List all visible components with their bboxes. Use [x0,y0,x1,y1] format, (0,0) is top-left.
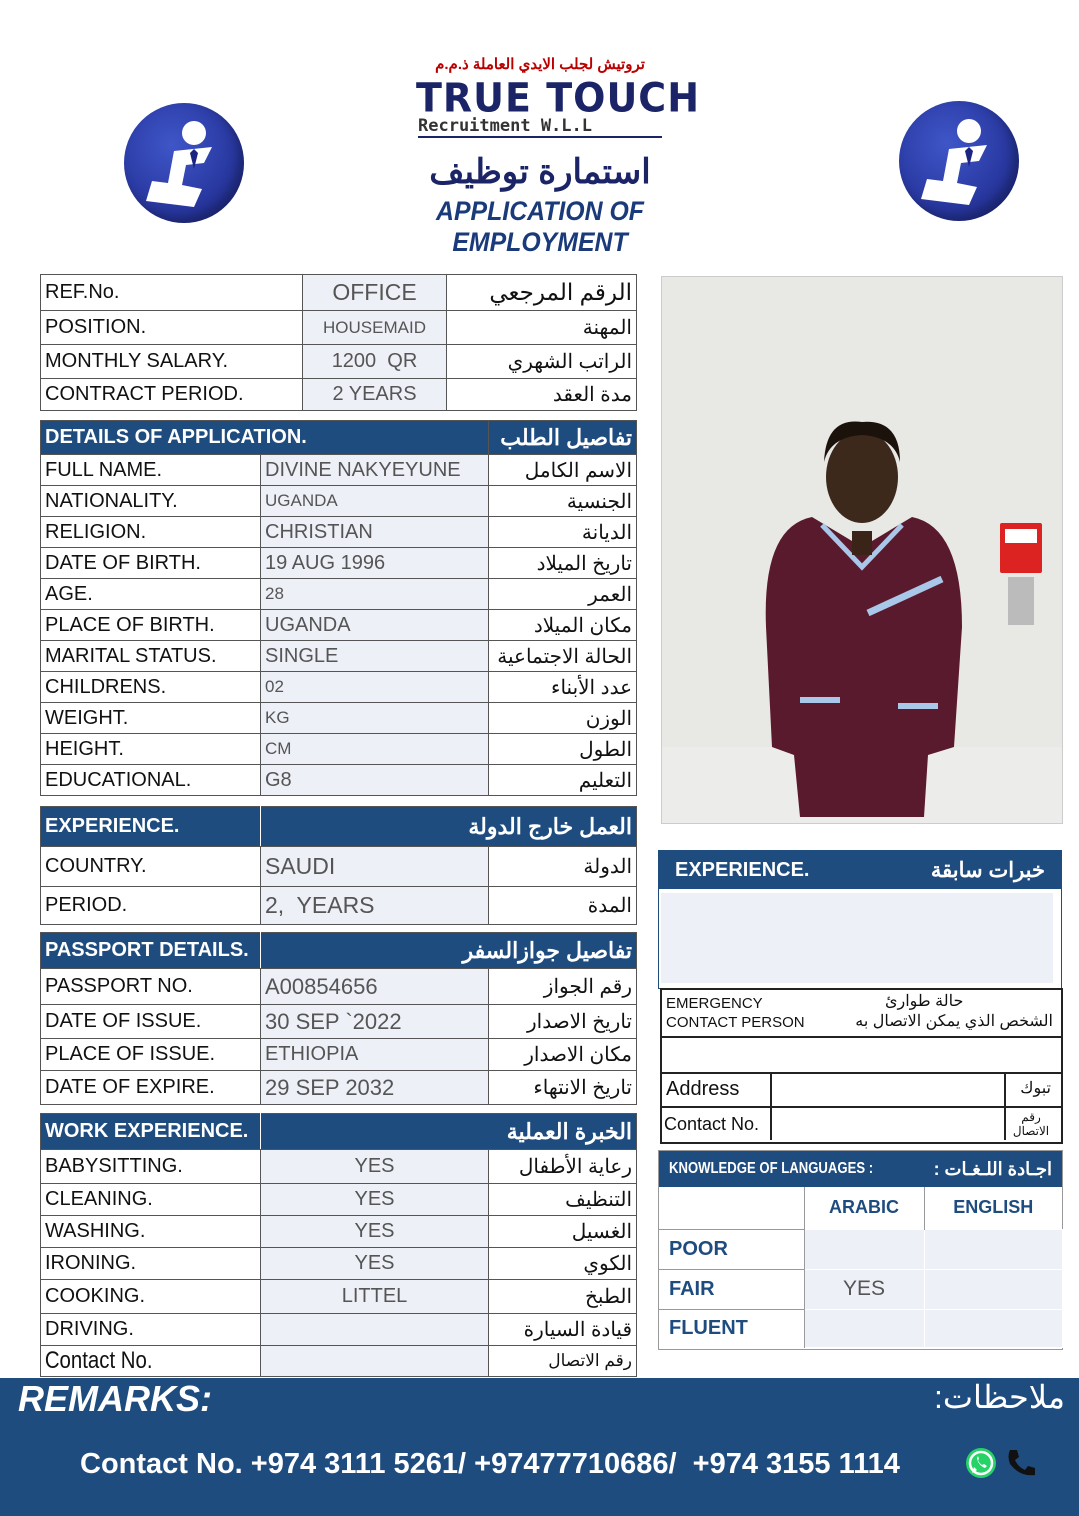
form-title-english: APPLICATION OF EMPLOYMENT [436,196,644,257]
table-row [41,379,637,411]
field-value: YES [261,1216,489,1248]
prev-experience-area [661,893,1053,983]
field-label: DATE OF EXPIRE. [41,1071,261,1105]
company-logo-left [124,103,244,223]
table-row [41,1071,637,1105]
field-label: PASSPORT NO. [41,969,261,1005]
experience-header: EXPERIENCE. [41,807,261,847]
table-row [41,311,637,345]
languages-header: KNOWLEDGE OF LANGUAGES : [669,1160,874,1177]
table-row [41,765,637,796]
languages-header-ar: اجـادة اللـغـات : [933,1158,1052,1179]
details-header-ar: تفاصيل الطلب [489,421,637,455]
passport-header: PASSPORT DETAILS. [41,933,261,969]
field-label: DRIVING. [41,1314,261,1346]
table-row [41,1039,637,1071]
field-value: CM [261,734,489,765]
table-row [41,1314,637,1346]
field-value: KG [261,703,489,734]
company-logo-right [899,101,1019,221]
field-value: 30 SEP `2022 [261,1005,489,1039]
field-value: A00854656 [261,969,489,1005]
experience-header-ar: العمل خارج الدولة [261,807,637,847]
field-value: 29 SEP 2032 [261,1071,489,1105]
field-value: SINGLE [261,641,489,672]
whatsapp-icon [966,1448,996,1478]
contact-row [662,1108,1061,1142]
prev-experience-header: EXPERIENCE. [675,858,810,881]
field-label: FULL NAME. [41,455,261,486]
field-label: DATE OF ISSUE. [41,1005,261,1039]
address-label-ar: تبوك [1020,1080,1051,1097]
field-label-ar: الجنسية [489,486,637,517]
fair-arabic: YES [804,1269,924,1309]
languages-table [659,1187,1063,1348]
table-row [41,1216,637,1248]
field-value: ETHIOPIA [261,1039,489,1071]
table-row [41,1346,637,1377]
table-row [41,1005,637,1039]
fluent-english [924,1309,1062,1347]
field-label: MARITAL STATUS. [41,641,261,672]
language-row [659,1269,1062,1309]
level-poor: POOR [659,1229,804,1269]
emergency-label-ar [855,992,1053,1032]
field-label-ar: تاريخ الانتهاء [489,1071,637,1105]
field-label-ar: مكان الاصدار [489,1039,637,1071]
table-row [41,734,637,765]
contact-numbers: Contact No. +974 3111 5261/ +97477710686/ +974 3155 1114 [80,1448,900,1480]
emergency-label-ar-line2: الشخص الذي يمكن الاتصال به [855,1013,1053,1030]
field-label: Contact No. [41,1346,228,1377]
contact-label-ar: رقم الاتصال [1012,1110,1050,1138]
form-title-arabic: استمارة توظيف [429,153,651,191]
field-label: BABYSITTING. [41,1150,261,1184]
field-label: EDUCATIONAL. [41,765,261,796]
logo-figure-icon [124,103,244,223]
field-value: 19 AUG 1996 [261,548,489,579]
table-row [41,672,637,703]
field-label-ar: التنظيف [489,1184,637,1216]
brand-arabic-name: تروتيش لجلب الايدي العاملة ذ.م.م [435,56,645,73]
field-label: DATE OF BIRTH. [41,548,261,579]
table-row [41,847,637,887]
field-label: COUNTRY. [41,847,261,887]
work-header: WORK EXPERIENCE. [41,1114,261,1150]
position-label-ar: المهنة [447,311,637,345]
field-value: SAUDI [261,847,489,887]
contact-value [770,1108,1006,1140]
table-row [41,548,637,579]
poor-english [924,1229,1062,1269]
field-label: CHILDRENS. [41,672,261,703]
ref-value: OFFICE [303,275,447,311]
field-value: LITTEL [261,1280,489,1314]
table-row [41,641,637,672]
phone-icon [1004,1446,1040,1480]
table-row [41,345,637,379]
field-label: PLACE OF ISSUE. [41,1039,261,1071]
field-value: YES [261,1184,489,1216]
field-label-ar: رقم الاتصال [489,1346,637,1377]
field-value: 02 [261,672,489,703]
table-row [41,455,637,486]
languages-corner [659,1187,804,1229]
field-label-ar: المدة [489,887,637,925]
field-label-ar: رقم الجواز [489,969,637,1005]
prev-experience-header-ar: خبرات سابقة [930,858,1045,882]
languages-box [658,1150,1063,1350]
field-value: UGANDA [261,610,489,641]
field-label-ar: التعليم [489,765,637,796]
logo-figure-icon [899,101,1019,221]
language-row [659,1229,1062,1269]
table-row [41,1280,637,1314]
field-label: NATIONALITY. [41,486,261,517]
table-row [41,1184,637,1216]
address-row [662,1072,1061,1108]
field-label-ar: تاريخ الميلاد [489,548,637,579]
table-row [41,275,637,311]
field-label-ar: الكوي [489,1248,637,1280]
previous-experience-box [658,850,1062,989]
field-label: COOKING. [41,1280,261,1314]
remarks-footer [0,1378,1079,1516]
emergency-label-line1: EMERGENCY [666,995,763,1012]
table-row [41,1150,637,1184]
position-value: HOUSEMAID [303,311,447,345]
table-row [41,610,637,641]
field-value: UGANDA [261,486,489,517]
address-value [770,1072,1006,1106]
field-value: 2, YEARS [261,887,489,925]
field-label-ar: الغسيل [489,1216,637,1248]
remarks-label: REMARKS: [18,1378,212,1419]
contract-label: CONTRACT PERIOD. [41,379,303,411]
field-label: WEIGHT. [41,703,261,734]
field-value: YES [261,1248,489,1280]
position-table [40,274,637,411]
passport-header-ar: تفاصيل جوازالسفر [261,933,637,969]
field-label-ar: الدولة [489,847,637,887]
remarks-label-ar: ملاحظات: [933,1379,1065,1415]
emergency-label [666,994,805,1032]
level-fair: FAIR [659,1269,804,1309]
emergency-label-ar-line1: حالة طوارئ [884,993,964,1010]
table-row [41,579,637,610]
field-value: 28 [261,579,489,610]
salary-label-ar: الراتب الشهري [447,345,637,379]
applicant-photo-illustration [662,277,1062,823]
field-label: RELIGION. [41,517,261,548]
table-row [41,969,637,1005]
col-english: ENGLISH [953,1197,1034,1218]
salary-value: 1200 QR [303,345,447,379]
col-arabic: ARABIC [804,1187,924,1229]
field-label: AGE. [41,579,261,610]
field-label: WASHING. [41,1216,261,1248]
table-row [41,887,637,925]
field-label-ar: قيادة السيارة [489,1314,637,1346]
field-label-ar: عدد الأبناء [489,672,637,703]
fair-english [924,1269,1062,1309]
table-row [41,517,637,548]
position-label: POSITION. [41,311,303,345]
field-label-ar: الديانة [489,517,637,548]
brand-name: TRUE TOUCH [416,74,700,122]
field-label: PERIOD. [41,887,261,925]
salary-label: MONTHLY SALARY. [41,345,303,379]
field-label-ar: الوزن [489,703,637,734]
poor-arabic [804,1229,924,1269]
field-label-ar: تاريخ الاصدار [489,1005,637,1039]
field-label-ar: العمر [489,579,637,610]
field-label-ar: مكان الميلاد [489,610,637,641]
contract-value: 2 YEARS [303,379,447,411]
address-label: Address [666,1078,740,1100]
field-label: IRONING. [41,1248,261,1280]
field-label-ar: الاسم الكامل [489,455,637,486]
table-row [41,703,637,734]
field-value [261,1346,489,1377]
fluent-arabic [804,1309,924,1347]
level-fluent: FLUENT [659,1309,804,1347]
contact-label: Contact No. [664,1114,760,1134]
experience-table [40,806,637,925]
language-row [659,1309,1062,1347]
field-label-ar: الطول [489,734,637,765]
field-value [261,1314,489,1346]
emergency-label-line2: CONTACT PERSON [666,1014,805,1031]
applicant-photo [661,276,1063,824]
field-label-ar: رعاية الأطفال [489,1150,637,1184]
details-header: DETAILS OF APPLICATION. [41,421,489,455]
emergency-name-field [662,1036,1061,1074]
passport-table [40,932,637,1105]
field-label-ar: الطبخ [489,1280,637,1314]
table-row [41,1248,637,1280]
ref-label-ar: الرقم المرجعي [447,275,637,311]
emergency-contact-box [660,988,1063,1144]
table-row [41,486,637,517]
details-table [40,420,637,796]
field-value: DIVINE NAKYEYUNE [261,455,489,486]
field-label-ar: الحالة الاجتماعية [489,641,637,672]
work-header-ar: الخبرة العملية [261,1114,637,1150]
field-value: CHRISTIAN [261,517,489,548]
work-experience-table [40,1113,637,1377]
field-label: PLACE OF BIRTH. [41,610,261,641]
field-label: HEIGHT. [41,734,261,765]
field-value: G8 [261,765,489,796]
ref-label: REF.No. [41,275,303,311]
brand-subtitle: Recruitment W.L.L [418,116,662,138]
field-label: CLEANING. [41,1184,261,1216]
contract-label-ar: مدة العقد [447,379,637,411]
field-value: YES [261,1150,489,1184]
